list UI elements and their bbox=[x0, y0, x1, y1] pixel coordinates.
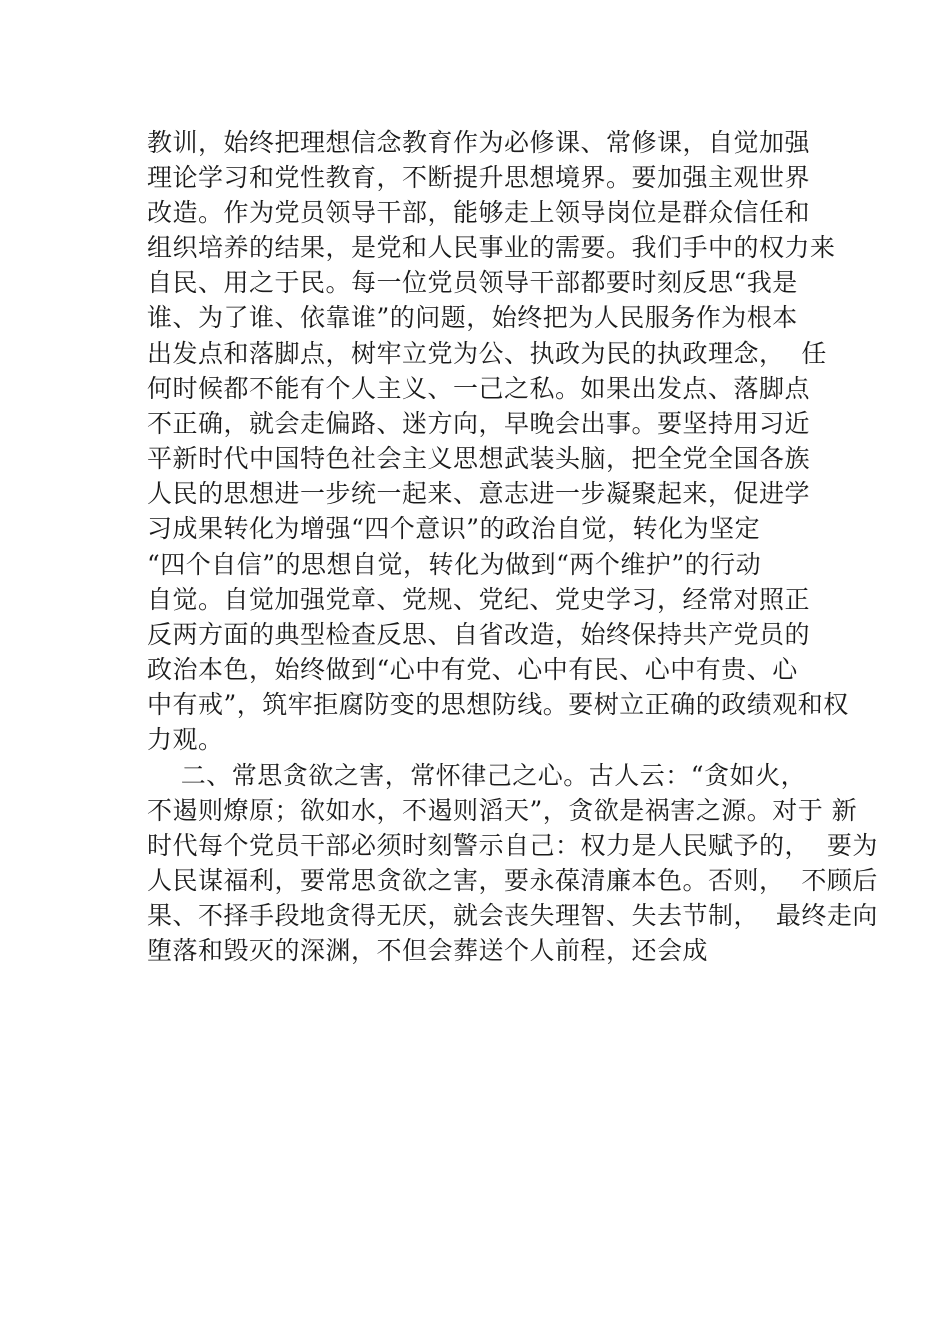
text-line: 力观。 bbox=[147, 725, 224, 754]
text-line: 组织培养的结果，是党和人民事业的需要。我们手中的权力来 bbox=[147, 233, 836, 262]
text-line: 中有戒”，筑牢拒腐防变的思想防线。要树立正确的政绩观和权 bbox=[147, 690, 849, 719]
text-line: 自民、用之于民。每一位党员领导干部都要时刻反思“我是 bbox=[147, 268, 798, 297]
text-line: 反两方面的典型检查反思、自省改造，始终保持共产党员的 bbox=[147, 620, 811, 649]
text-line: 教训，始终把理想信念教育作为必修课、常修课，自觉加强 bbox=[147, 128, 811, 157]
text-line: 人民谋福利，要常思贪欲之害，要永葆清廉本色。否则， 不顾后 bbox=[147, 866, 878, 895]
text-line: 习成果转化为增强“四个意识”的政治自觉，转化为坚定 bbox=[147, 514, 761, 543]
text-line: 人民的思想进一步统一起来、意志进一步凝聚起来，促进学 bbox=[147, 479, 811, 508]
text-line: 改造。作为党员领导干部，能够走上领导岗位是群众信任和 bbox=[147, 198, 811, 227]
text-line: 平新时代中国特色社会主义思想武装头脑，把全党全国各族 bbox=[147, 444, 811, 473]
text-line: 不遏则燎原；欲如水，不遏则滔天”，贪欲是祸害之源。对于 新 bbox=[147, 796, 858, 825]
text-line: 堕落和毁灭的深渊，不但会葬送个人前程，还会成 bbox=[147, 936, 709, 965]
paragraph-heading-line: 二、常思贪欲之害，常怀律己之心。古人云：“贪如火， bbox=[147, 761, 807, 790]
text-line: 出发点和落脚点，树牢立党为公、执政为民的执政理念， 任 bbox=[147, 339, 827, 368]
text-line: 时代每个党员干部必须时刻警示自己：权力是人民赋予的， 要为 bbox=[147, 831, 878, 860]
text-line: 果、不择手段地贪得无厌，就会丧失理智、失去节制， 最终走向 bbox=[147, 901, 878, 930]
text-line: 自觉。自觉加强党章、党规、党纪、党史学习，经常对照正 bbox=[147, 585, 811, 614]
text-line: 政治本色，始终做到“心中有党、心中有民、心中有贵、心 bbox=[147, 655, 798, 684]
text-line: 谁、为了谁、依靠谁”的问题，始终把为人民服务作为根本 bbox=[147, 303, 798, 332]
text-line: 理论学习和党性教育，不断提升思想境界。要加强主观世界 bbox=[147, 163, 811, 192]
text-line: 不正确，就会走偏路、迷方向，早晚会出事。要坚持用习近 bbox=[147, 409, 811, 438]
text-line: 何时候都不能有个人主义、一己之私。如果出发点、落脚点 bbox=[147, 374, 811, 403]
text-line: “四个自信”的思想自觉，转化为做到“两个维护”的行动 bbox=[147, 550, 762, 579]
